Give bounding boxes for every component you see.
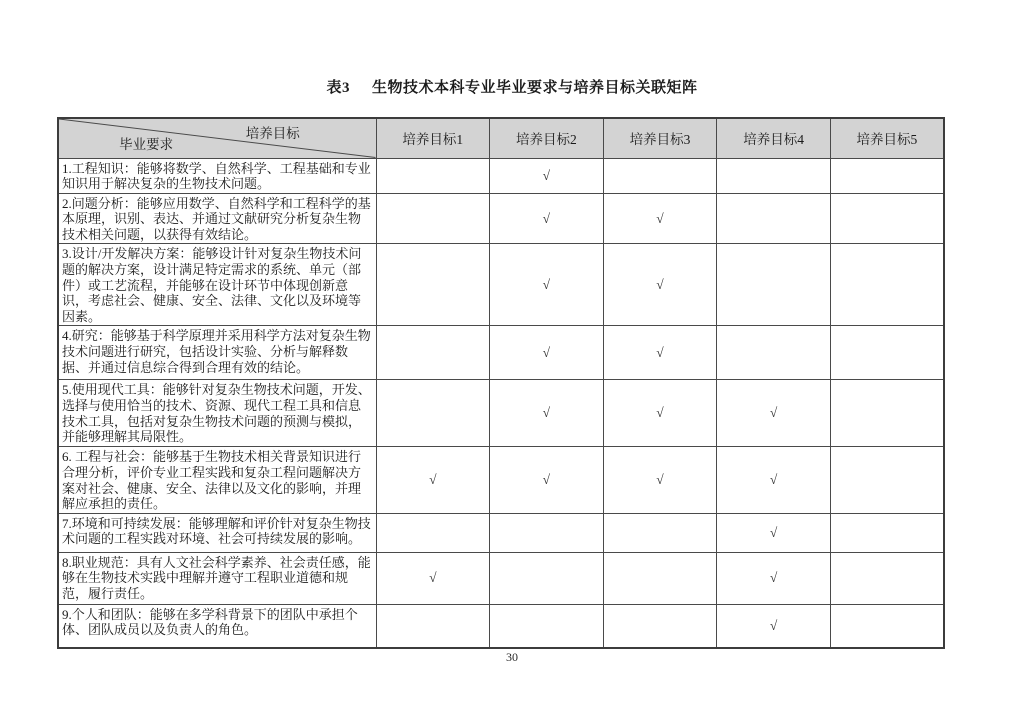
empty-cell-r2-goal5 bbox=[830, 193, 944, 244]
empty-cell-r3-goal5 bbox=[830, 244, 944, 326]
requirement-text-3: 3.设计/开发解决方案：能够设计针对复杂生物技术问题的解决方案，设计满足特定需求的系统、单元（部件）或工艺流程，并能够在设计环节中体现创新意识，考虑社会、健康、安全、法律、文化以及环境等因素。 bbox=[58, 244, 376, 326]
header-row bbox=[58, 118, 944, 158]
requirement-row-8 bbox=[58, 552, 944, 604]
empty-cell-r7-goal5 bbox=[830, 513, 944, 552]
requirement-row-2 bbox=[58, 193, 944, 244]
page-number: 30 bbox=[506, 650, 518, 664]
check-mark-r8-goal4: √ bbox=[717, 552, 831, 604]
check-mark-r4-goal2: √ bbox=[490, 326, 604, 380]
empty-cell-r1-goal1 bbox=[376, 158, 490, 193]
empty-cell-r5-goal1 bbox=[376, 380, 490, 447]
empty-cell-r2-goal4 bbox=[717, 193, 831, 244]
goal-column-header-5: 培养目标5 bbox=[830, 118, 944, 158]
corner-label-graduation-requirements: 毕业要求 bbox=[119, 136, 174, 152]
empty-cell-r7-goal3 bbox=[603, 513, 717, 552]
requirement-text-2: 2.问题分析：能够应用数学、自然科学和工程科学的基本原理，识别、表达、并通过文献研究分析复杂生物技术相关问题，以获得有效结论。 bbox=[58, 193, 376, 244]
empty-cell-r1-goal5 bbox=[830, 158, 944, 193]
check-mark-r1-goal2: √ bbox=[490, 158, 604, 193]
check-mark-r5-goal2: √ bbox=[490, 380, 604, 447]
check-mark-r3-goal2: √ bbox=[490, 244, 604, 326]
empty-cell-r7-goal1 bbox=[376, 513, 490, 552]
requirement-text-5: 5.使用现代工具：能够针对复杂生物技术问题，开发、选择与使用恰当的技术、资源、现代工程工具和信息技术工具，包括对复杂生物技术问题的预测与模拟，并能够理解其局限性。 bbox=[58, 380, 376, 447]
empty-cell-r9-goal5 bbox=[830, 604, 944, 648]
empty-cell-r7-goal2 bbox=[490, 513, 604, 552]
goal-column-header-3: 培养目标3 bbox=[603, 118, 717, 158]
goal-column-header-2: 培养目标2 bbox=[490, 118, 604, 158]
goal-column-header-4: 培养目标4 bbox=[717, 118, 831, 158]
empty-cell-r8-goal5 bbox=[830, 552, 944, 604]
empty-cell-r4-goal4 bbox=[717, 326, 831, 380]
goal-column-header-1: 培养目标1 bbox=[376, 118, 490, 158]
matrix-body bbox=[58, 158, 944, 648]
empty-cell-r3-goal4 bbox=[717, 244, 831, 326]
requirement-text-8: 8.职业规范：具有人文社会科学素养、社会责任感，能够在生物技术实践中理解并遵守工程职业道德和规范，履行责任。 bbox=[58, 552, 376, 604]
empty-cell-r9-goal2 bbox=[490, 604, 604, 648]
requirement-row-7 bbox=[58, 513, 944, 552]
empty-cell-r1-goal4 bbox=[717, 158, 831, 193]
empty-cell-r6-goal5 bbox=[830, 447, 944, 513]
table-caption-label: 表3 bbox=[326, 80, 350, 96]
empty-cell-r4-goal5 bbox=[830, 326, 944, 380]
empty-cell-r8-goal3 bbox=[603, 552, 717, 604]
correlation-matrix-table bbox=[57, 117, 945, 649]
check-mark-r2-goal3: √ bbox=[603, 193, 717, 244]
check-mark-r5-goal4: √ bbox=[717, 380, 831, 447]
empty-cell-r3-goal1 bbox=[376, 244, 490, 326]
check-mark-r7-goal4: √ bbox=[717, 513, 831, 552]
requirement-row-9 bbox=[58, 604, 944, 648]
check-mark-r6-goal2: √ bbox=[490, 447, 604, 513]
corner-label-training-goals: 培养目标 bbox=[245, 126, 300, 141]
check-mark-r6-goal4: √ bbox=[717, 447, 831, 513]
empty-cell-r9-goal3 bbox=[603, 604, 717, 648]
empty-cell-r5-goal5 bbox=[830, 380, 944, 447]
empty-cell-r9-goal1 bbox=[376, 604, 490, 648]
empty-cell-r8-goal2 bbox=[490, 552, 604, 604]
diagonal-header-cell bbox=[58, 118, 376, 158]
requirement-row-1 bbox=[58, 158, 944, 193]
table-caption bbox=[0, 76, 1024, 97]
requirement-row-3 bbox=[58, 244, 944, 326]
requirement-text-4: 4.研究：能够基于科学原理并采用科学方法对复杂生物技术问题进行研究，包括设计实验、分析与解释数据、并通过信息综合得到合理有效的结论。 bbox=[58, 326, 376, 380]
check-mark-r8-goal1: √ bbox=[376, 552, 490, 604]
requirement-text-7: 7.环境和可持续发展：能够理解和评价针对复杂生物技术问题的工程实践对环境、社会可持续发展的影响。 bbox=[58, 513, 376, 552]
check-mark-r6-goal3: √ bbox=[603, 447, 717, 513]
check-mark-r6-goal1: √ bbox=[376, 447, 490, 513]
check-mark-r2-goal2: √ bbox=[490, 193, 604, 244]
requirement-row-4 bbox=[58, 326, 944, 380]
check-mark-r4-goal3: √ bbox=[603, 326, 717, 380]
empty-cell-r4-goal1 bbox=[376, 326, 490, 380]
check-mark-r3-goal3: √ bbox=[603, 244, 717, 326]
requirement-row-6 bbox=[58, 447, 944, 513]
check-mark-r5-goal3: √ bbox=[603, 380, 717, 447]
requirement-text-6: 6. 工程与社会：能够基于生物技术相关背景知识进行合理分析，评价专业工程实践和复杂工程问题解决方案对社会、健康、安全、法律以及文化的影响，并理解应承担的责任。 bbox=[58, 447, 376, 513]
requirement-row-5 bbox=[58, 380, 944, 447]
check-mark-r9-goal4: √ bbox=[717, 604, 831, 648]
requirement-text-9: 9.个人和团队：能够在多学科背景下的团队中承担个体、团队成员以及负责人的角色。 bbox=[58, 604, 376, 648]
requirement-text-1: 1.工程知识：能够将数学、自然科学、工程基础和专业知识用于解决复杂的生物技术问题。 bbox=[58, 158, 376, 193]
empty-cell-r2-goal1 bbox=[376, 193, 490, 244]
empty-cell-r1-goal3 bbox=[603, 158, 717, 193]
table-caption-text: 生物技术本科专业毕业要求与培养目标关联矩阵 bbox=[372, 80, 698, 96]
diagonal-line bbox=[59, 119, 376, 158]
